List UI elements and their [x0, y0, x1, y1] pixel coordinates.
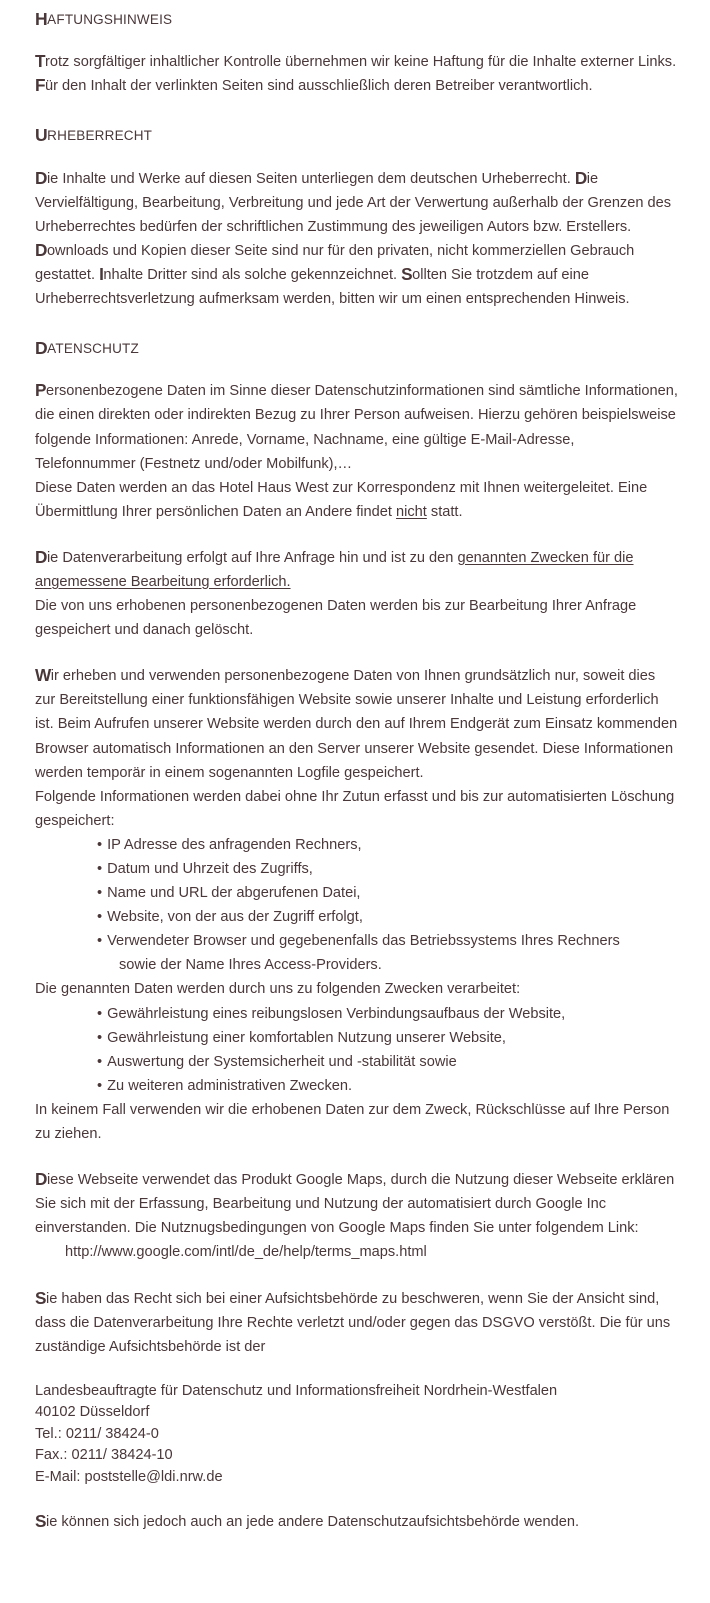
paragraph-text: ownloads und Kopien dieser Seite sind nur für den privaten, nicht kommerziellen Gebrauch gestattet.: [35, 242, 635, 283]
spacer: [35, 642, 678, 664]
list-item-text: Website, von der aus der Zugriff erfolgt,: [107, 909, 363, 926]
paragraph-text: statt.: [426, 503, 463, 520]
paragraph-closing: [35, 1510, 678, 1534]
paragraph-purposes-outro: [35, 1098, 678, 1146]
list-item-text: IP Adresse des anfragenden Rechners,: [107, 836, 362, 853]
spacer: [35, 1488, 678, 1510]
spacer: [35, 98, 678, 128]
spacer: [35, 1265, 678, 1287]
authority-address: 40102 Düsseldorf: [35, 1404, 150, 1421]
drop-cap-initial: F: [35, 75, 46, 96]
list-item: [35, 905, 678, 929]
paragraph-text: ersonenbezogene Daten im Sinne dieser Datenschutzinformationen sind sämtliche Informationen, die einen direkten oder indirekten Bezug zu Ihrer Person aufweisen. Hierzu gehören beispielsweise folgende Informationen: Anrede, Vorname, Nachname, eine gültige E-Mail-Adresse, Telefonnummer (Festnetz und/oder Mobilfunk),…: [35, 383, 678, 472]
list-item-text: Gewährleistung eines reibungslosen Verbindungsaufbaus der Website,: [107, 1005, 566, 1022]
list-item-continuation: sowie der Name Ihres Access-Providers.: [119, 957, 382, 974]
emphasis-nicht: nicht: [396, 503, 427, 520]
paragraph-text: ie können sich jedoch auch an jede andere Datenschutzaufsichtsbehörde wenden.: [46, 1514, 580, 1531]
drop-cap-initial: W: [35, 665, 51, 686]
authority-phone: Tel.: 0211/ 38424-0: [35, 1425, 159, 1442]
paragraph-text: ür den Inhalt der verlinkten Seiten sind ausschließlich deren Betreiber verantwortlich.: [45, 78, 593, 95]
list-item: [35, 833, 678, 857]
paragraph-processing-purpose: [35, 546, 678, 642]
drop-cap-initial: P: [35, 380, 46, 401]
drop-cap-initial: S: [35, 1287, 46, 1308]
section-heading-haftungshinweis: [35, 9, 678, 29]
paragraph-text: ie Vervielfältigung, Bearbeitung, Verbreitung und jede Art der Verwertung außerhalb der Grenzen des Urheberrechtes bedürfen der schriftlichen Zustimmung des jeweiligen Autors bzw. Erstellers.: [35, 170, 672, 235]
spacer: [35, 145, 678, 167]
list-item: [35, 1002, 678, 1026]
section-heading-urheberrecht: [35, 125, 678, 146]
paragraph-text: In keinem Fall verwenden wir die erhobenen Daten zur dem Zweck, Rückschlüsse auf Ihre Person zu ziehen.: [35, 1101, 670, 1143]
paragraph-text: rotz sorgfältiger inhaltlicher Kontrolle übernehmen wir keine Haftung für die Inhalte externer Links.: [45, 54, 677, 71]
list-item-text: Zu weiteren administrativen Zwecken.: [107, 1077, 353, 1094]
spacer: [35, 357, 678, 379]
google-maps-terms-link[interactable]: http://www.google.com/intl/de_de/help/terms_maps.html: [65, 1244, 427, 1261]
paragraph-text: Die von uns erhobenen personenbezogenen Daten werden bis zur Bearbeitung Ihrer Anfrage gespeichert und danach gelöscht.: [35, 598, 637, 639]
paragraph-text: ir erheben und verwenden personenbezogene Daten von Ihnen grundsätzlich nur, soweit dies zur Bereitstellung einer funktionsfähigen Website sowie unserer Inhalte und Leistung erforderlich ist. Beim Aufrufen unserer Website werden durch den auf Ihrem Endgerät zum Einsatz kommenden Browser automatisch Informationen an den Server unserer Website gesendet. Diese Informationen werden temporär in einem sogenannten Logfile gespeichert.: [35, 668, 678, 781]
drop-cap-initial: U: [35, 125, 48, 146]
paragraph-text: ie Inhalte und Werke auf diesen Seiten unterliegen dem deutschen Urheberrecht.: [46, 170, 575, 187]
list-item: [35, 1074, 678, 1098]
spacer: [35, 311, 678, 341]
spacer: [35, 524, 678, 546]
paragraph-text: ie haben das Recht sich bei einer Aufsichtsbehörde zu beschweren, wenn Sie der Ansicht sind, dass die Datenverarbeitung Ihre Rechte verletzt und/oder gegen das DSGVO verstößt. Die für uns zuständige Aufsichtsbehörde ist der: [35, 1290, 671, 1355]
list-item-text: Name und URL der abgerufenen Datei,: [107, 885, 361, 902]
paragraph-text: Folgende Informationen werden dabei ohne Ihr Zutun erfasst und bis zur automatisierten Löschung gespeichert:: [35, 788, 675, 829]
paragraph-google-maps: [35, 1168, 678, 1240]
paragraph-text: nhalte Dritter sind als solche gekennzeichnet.: [103, 266, 402, 283]
authority-contact-block: [35, 1381, 678, 1489]
drop-cap-initial: S: [35, 1511, 46, 1532]
spacer: [35, 1146, 678, 1168]
authority-name: Landesbeauftragte für Datenschutz und Informationsfreiheit Nordrhein-Westfalen: [35, 1382, 558, 1399]
logfile-items-list: [35, 833, 678, 978]
spacer: [35, 28, 678, 50]
drop-cap-initial: T: [35, 51, 46, 72]
drop-cap-initial: D: [35, 239, 47, 260]
paragraph-text: ollten Sie trotzdem auf eine Urheberrechtsverletzung aufmerksam werden, bitten wir um einen entsprechenden Hinweis.: [35, 266, 630, 308]
paragraph-urheberrecht: [35, 167, 678, 312]
drop-cap-initial: H: [35, 9, 48, 29]
paragraph-supervisory-authority: [35, 1287, 678, 1359]
purposes-items-list: [35, 1002, 678, 1098]
list-item-text: Gewährleistung einer komfortablen Nutzung unserer Website,: [107, 1029, 506, 1046]
drop-cap-initial: D: [35, 167, 47, 188]
list-item: [35, 1050, 678, 1074]
paragraph-text: ie Datenverarbeitung erfolgt auf Ihre Anfrage hin und ist zu den: [46, 549, 458, 566]
list-item: [35, 881, 678, 905]
paragraph-haftungshinweis: [35, 50, 678, 98]
list-item-text: Verwendeter Browser und gegebenenfalls das Betriebssystems Ihres Rechners: [107, 933, 620, 950]
drop-cap-initial: D: [35, 1169, 47, 1190]
drop-cap-initial: S: [401, 263, 413, 284]
paragraph-text: Die genannten Daten werden durch uns zu folgenden Zwecken verarbeitet:: [35, 981, 521, 998]
list-item: [35, 1026, 678, 1050]
paragraph-personal-data-definition: [35, 379, 678, 524]
spacer: [35, 1359, 678, 1381]
list-item-text: Datum und Uhrzeit des Zugriffs,: [107, 861, 313, 877]
heading-text: ATENSCHUTZ: [47, 341, 139, 357]
drop-cap-initial: D: [35, 546, 47, 567]
heading-text: RHEBERRECHT: [47, 128, 153, 144]
heading-text: AFTUNGSHINWEIS: [47, 12, 173, 27]
authority-email[interactable]: E-Mail: poststelle@ldi.nrw.de: [35, 1468, 223, 1485]
paragraph-data-collection: [35, 664, 678, 833]
list-item: [35, 929, 678, 977]
paragraph-text: iese Webseite verwendet das Produkt Google Maps, durch die Nutzung dieser Webseite erklären Sie sich mit der Erfassung, Bearbeitung und Nutzung der automatisiert durch Google Inc einverstanden. Die Nutznugsbedingungen von Google Maps finden Sie unter folgendem Link:: [35, 1172, 675, 1237]
drop-cap-initial: D: [574, 167, 587, 188]
paragraph-purposes-intro: [35, 977, 678, 1001]
list-item-text: Auswertung der Systemsicherheit und -stabilität sowie: [107, 1053, 457, 1070]
drop-cap-initial: I: [99, 263, 104, 284]
section-heading-datenschutz: [35, 338, 678, 359]
list-item: [35, 857, 678, 881]
emphasis-purposes: genannten Zwecken für die angemessene Bearbeitung erforderlich.: [35, 549, 634, 590]
drop-cap-initial: D: [35, 338, 48, 359]
authority-fax: Fax.: 0211/ 38424-10: [35, 1447, 173, 1464]
paragraph-text: Diese Daten werden an das Hotel Haus West zur Korrespondenz mit Ihnen weitergeleitet. Eine Übermittlung Ihrer persönlichen Daten an Andere findet: [35, 479, 648, 520]
